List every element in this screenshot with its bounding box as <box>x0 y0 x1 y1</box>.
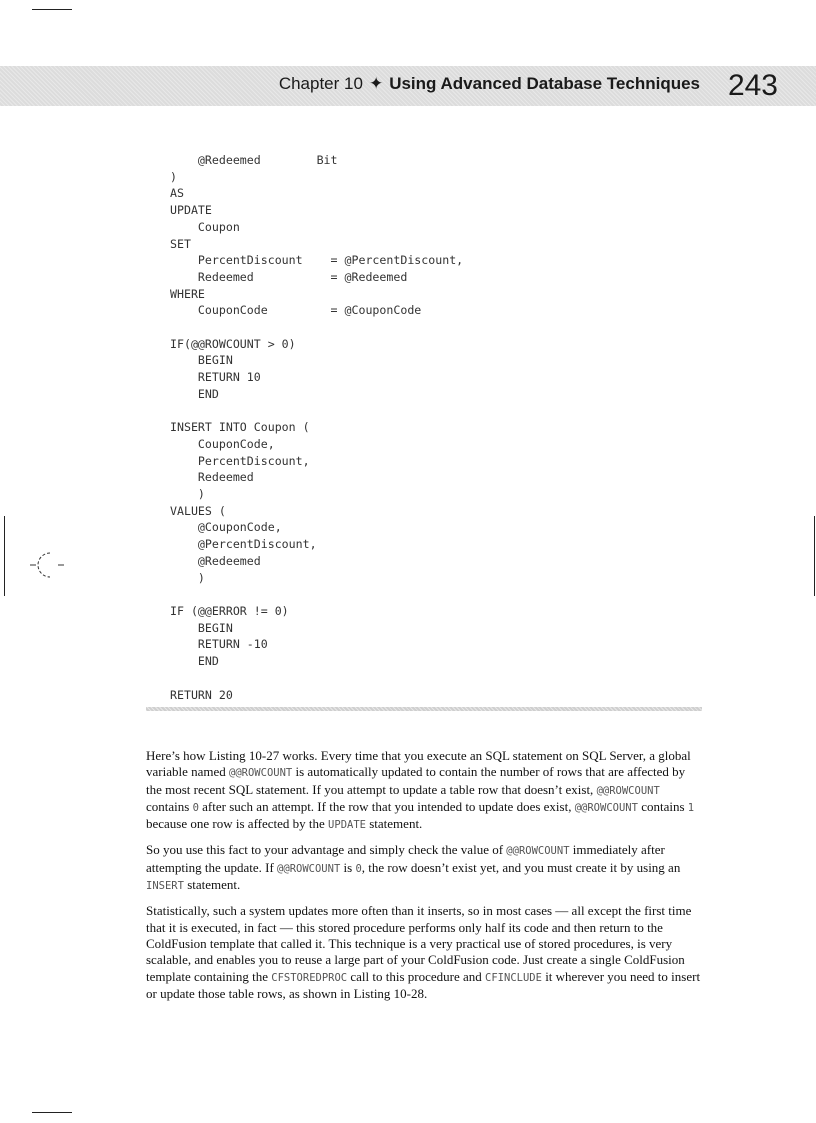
chapter-label: Chapter 10 <box>278 74 363 93</box>
text-run: immediately after attempting the update. If <box>146 842 665 875</box>
code-line: IF(@@ROWCOUNT > 0) <box>170 336 296 351</box>
page-number: 243 <box>727 69 778 102</box>
header-separator-icon: ✦ <box>368 74 384 93</box>
inline-code: 0 <box>355 862 362 875</box>
running-header-title <box>279 74 700 94</box>
code-line: Redeemed = @Redeemed <box>170 269 408 284</box>
text-run: is automatically updated to contain the number of rows that are affected by the most recent SQL statement. If you attempt to update a table row that doesn’t exist, <box>146 764 686 797</box>
text-run: Statistically, such a system updates more often than it inserts, so in most cases — all except the first time that it is executed, in fact — this stored procedure performs only half its code and then return to the ColdFusion template that called it. This technique is a very practical use of stored procedures, is very scalable, and enables you to reuse a large part of your ColdFusion code. Just create a single ColdFusion template containing the <box>146 903 692 984</box>
text-run: So you use this fact to your advantage and simply check the value of <box>146 842 507 858</box>
code-listing <box>170 152 463 703</box>
code-line: PercentDiscount, <box>170 453 310 468</box>
code-line: RETURN 20 <box>170 687 233 702</box>
inline-code: CFINCLUDE <box>485 971 542 984</box>
inline-code: @@ROWCOUNT <box>596 784 660 797</box>
chapter-title: Using Advanced Database Techniques <box>389 74 700 93</box>
crop-mark-right-side <box>814 516 815 596</box>
registration-mark-icon <box>26 545 68 581</box>
text-run: , the row doesn’t exist yet, and you must create it by using an <box>361 859 681 875</box>
text-run: call to this procedure and <box>347 968 486 984</box>
code-line: SET <box>170 236 191 251</box>
text-run: because one row is affected by the <box>146 816 329 832</box>
text-run: Here’s how Listing 10-27 works. Every time that you execute an SQL statement on SQL Server, a global variable named <box>146 748 691 780</box>
code-line: AS <box>170 186 184 201</box>
code-line: ) <box>170 570 205 585</box>
code-line: RETURN -10 <box>170 637 268 652</box>
code-line: VALUES ( <box>170 503 226 518</box>
code-line: END <box>170 386 219 401</box>
text-run: after such an attempt. If the row that you intended to update does exist, <box>198 798 575 814</box>
code-line: @PercentDiscount, <box>170 537 317 552</box>
text-run: statement. <box>183 877 241 893</box>
text-run: statement. <box>365 816 423 832</box>
code-line: IF (@@ERROR != 0) <box>170 603 289 618</box>
body-paragraph <box>146 903 704 1002</box>
code-line: BEGIN <box>170 353 233 368</box>
text-run: is <box>340 859 356 875</box>
inline-code: INSERT <box>146 880 184 893</box>
inline-code: @@ROWCOUNT <box>229 767 293 780</box>
crop-mark-top-left <box>32 9 72 10</box>
code-line: @CouponCode, <box>170 520 282 535</box>
code-line: ) <box>170 169 177 184</box>
body-paragraph <box>146 748 704 833</box>
text-run: contains <box>146 798 193 814</box>
inline-code: 0 <box>192 801 199 814</box>
code-line: Coupon <box>170 219 240 234</box>
code-line: @Redeemed Bit <box>170 153 338 167</box>
inline-code: @@ROWCOUNT <box>277 862 341 875</box>
listing-end-rule <box>146 707 702 711</box>
code-line: CouponCode, <box>170 436 275 451</box>
inline-code: @@ROWCOUNT <box>574 801 638 814</box>
text-run: contains <box>637 798 688 814</box>
crop-mark-bottom-left <box>32 1112 72 1113</box>
inline-code: UPDATE <box>328 819 366 832</box>
code-line: INSERT INTO Coupon ( <box>170 420 310 435</box>
code-line: ) <box>170 487 205 502</box>
text-run: it wherever you need to insert or update those table rows, as shown in Listing 10-28. <box>146 968 701 1001</box>
code-line: CouponCode = @CouponCode <box>170 303 422 318</box>
code-line: PercentDiscount = @PercentDiscount, <box>170 253 464 268</box>
inline-code: CFSTOREDPROC <box>271 971 348 984</box>
code-line: UPDATE <box>170 203 212 218</box>
code-line: Redeemed <box>170 470 254 485</box>
code-line: WHERE <box>170 286 205 301</box>
code-line: END <box>170 654 219 669</box>
inline-code: 1 <box>687 801 695 814</box>
inline-code: @@ROWCOUNT <box>506 845 570 858</box>
body-paragraph <box>146 842 704 894</box>
crop-mark-left-side <box>4 516 5 596</box>
code-line: BEGIN <box>170 620 233 635</box>
code-line: RETURN 10 <box>170 370 261 385</box>
code-line: @Redeemed <box>170 553 261 568</box>
body-text <box>146 748 704 1011</box>
